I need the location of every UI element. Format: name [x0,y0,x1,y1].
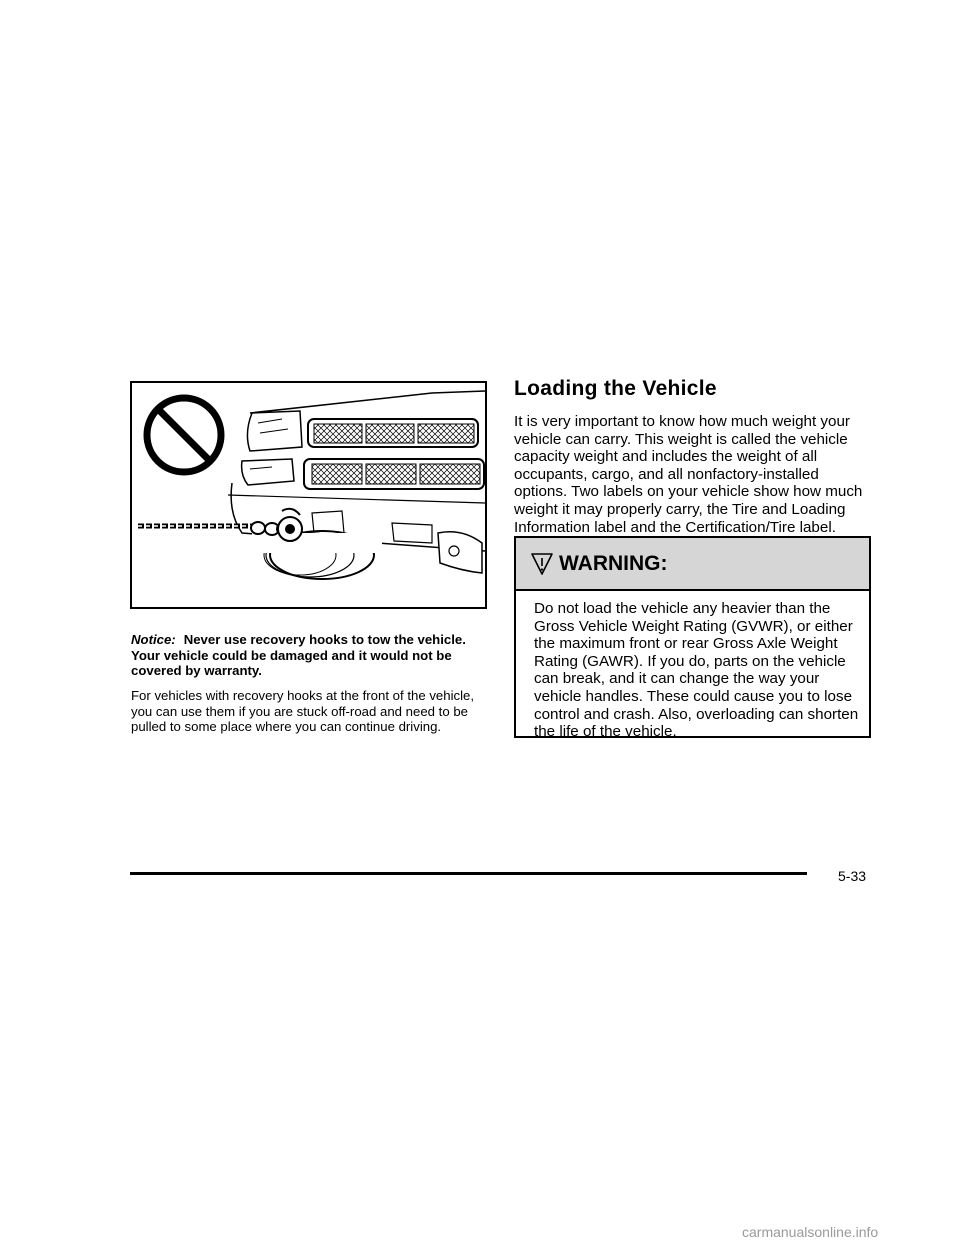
notice-body: Never use recovery hooks to tow the vehicle. Your vehicle could be damaged and it would not be covered by warranty. [131,632,466,678]
notice-label: Notice: [131,632,176,647]
footer-rule [130,872,807,875]
notice-text [131,632,493,679]
warning-title: WARNING: [559,551,668,575]
recovery-hooks-paragraph: For vehicles with recovery hooks at the front of the vehicle, you can use them if you are stuck off-road and need to be pulled to some place where you can continue driving. [131,688,475,734]
warning-box [514,536,871,741]
warning-triangle-icon [530,551,554,577]
loading-paragraph: It is very important to know how much weight your vehicle can carry. This weight is called the vehicle capacity weight and includes the weight of all occupants, cargo, and all nonfactory-installed options. Two labels on your vehicle show how much weight it may properly carry, the Tire and Loading Information label and the Certification/Tire label. [514,413,863,536]
vehicle-front-drawing [132,383,485,607]
prohibition-icon [147,398,221,472]
recovery-hook [278,509,302,541]
section-title: Loading the Vehicle [514,377,717,400]
warning-header [516,538,869,591]
tow-chain [138,522,291,535]
recovery-hook-illustration [130,381,487,609]
watermark: carmanualsonline.info [742,1224,879,1240]
page-number: 5-33 [838,868,867,884]
warning-text: Do not load the vehicle any heavier than the Gross Vehicle Weight Rating (GVWR), or either the maximum front or rear Gross Axle Weight Rating (GAWR). If you do, parts on the vehicle can break, and it can change the way your vehicle handles. These could cause you to lose control and crash. Also, overloading can shorten the life of the vehicle. [534,600,859,741]
